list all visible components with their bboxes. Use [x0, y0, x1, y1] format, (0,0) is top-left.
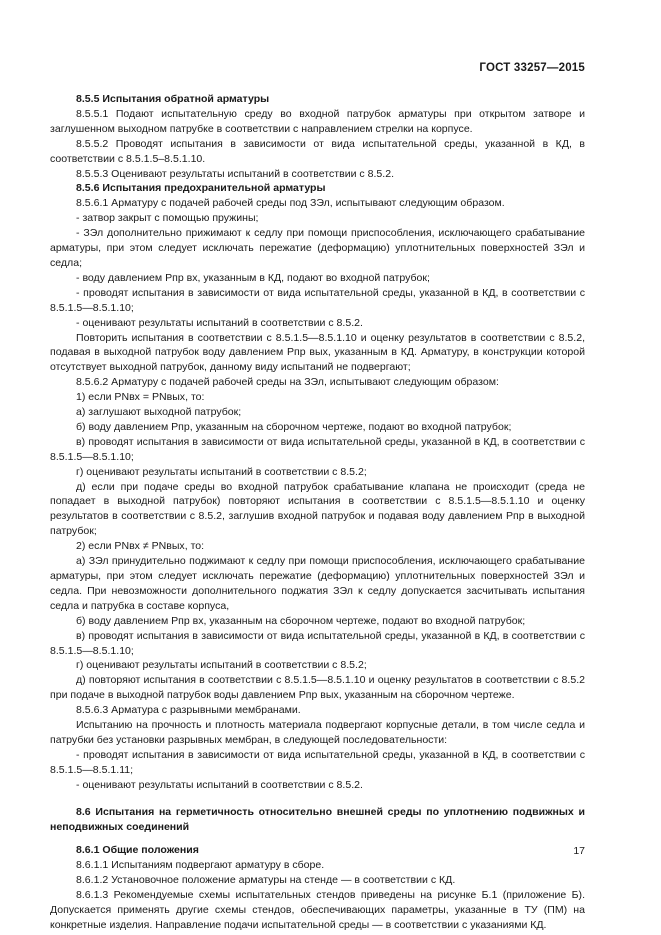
section-heading: 8.5.6 Испытания предохранительной арматуры [76, 182, 326, 195]
paragraph: 8.5.6.1 Арматуру с подачей рабочей среды под ЗЭл, испытывают следующим образом. [76, 197, 505, 210]
list-item: - затвор закрыт с помощью пружины; [76, 212, 259, 225]
paragraph: 8.6.1.2 Установочное положение арматуры на стенде — в соответствии с КД. [76, 874, 456, 887]
list-item: д) если при подаче среды во входной патрубок срабатывание клапана не происходит (среда не попадает в выходной патрубок) повторяют испытания в соответствии с 8.5.1.5—8.5.1.10 и оценку результатов в соответствии с 8.5.2, заглушив входной патрубок и подавая воду давлением Pпр в выходной патрубок; [50, 480, 585, 538]
list-item: г) оценивают результаты испытаний в соответствии с 8.5.2; [76, 659, 367, 672]
paragraph: 8.5.5.1 Подают испытательную среду во входной патрубок арматуры при открытом затворе и заглушенном выходном патрубке в соответствии с направлением стрелки на корпусе. [50, 107, 585, 135]
list-item: - воду давлением Pпр вх, указанным в КД, подают во входной патрубок; [76, 271, 430, 284]
paragraph: 8.6.1.1 Испытаниям подвергают арматуру в сборе. [76, 859, 325, 872]
list-item: - оценивают результаты испытаний в соответствии с 8.5.2. [76, 778, 363, 791]
paragraph: Испытанию на прочность и плотность материала подвергают корпусные детали, в том числе седла и патрубки без установки разрывных мембран, в следующей последовательности: [50, 719, 585, 746]
paragraph: Повторить испытания в соответствии с 8.5.1.5—8.5.1.10 и оценку результатов в соответствии с 8.5.2, подавая в выходной патрубок воду давлением Pпр вых, указанным в КД. Арматуру, в конструкции которой отсутствует выходной патрубок, данному виду испытаний не подвергают; [50, 331, 585, 374]
list-item: 1) если PNвх = PNвых, то: [76, 391, 205, 404]
list-item: в) проводят испытания в зависимости от вида испытательной среды, указанной в КД, в соответствии с 8.5.1.5—8.5.1.10; [50, 629, 585, 657]
section-heading: 8.5.5 Испытания обратной арматуры [76, 93, 270, 105]
page-number: 17 [573, 845, 585, 857]
spacer [50, 793, 585, 805]
paragraph: 8.5.5.3 Оценивают результаты испытаний в соответствии с 8.5.2. [76, 167, 395, 180]
list-item: - проводят испытания в зависимости от вида испытательной среды, указанной в КД, в соответствии с 8.5.1.5—8.5.1.10; [50, 286, 585, 314]
list-item: а) ЗЭл принудительно поджимают к седлу при помощи приспособления, исключающего срабатывание арматуры, при этом следует исключать пережатие (деформацию) уплотнительных поверхностей ЗЭл и седла. При невозможности дополнительного поджатия ЗЭл к седлу допускается засчитывать испытания седла и патрубка в составе корпуса, [50, 555, 585, 612]
page-content [50, 92, 585, 933]
paragraph: 8.5.6.3 Арматура с разрывными мембранами. [76, 704, 301, 717]
list-item: г) оценивают результаты испытаний в соответствии с 8.5.2; [76, 465, 367, 478]
section-heading: 8.6 Испытания на герметичность относительно внешней среды по уплотнению подвижных и неподвижных соединений [50, 805, 585, 833]
paragraph: 8.6.1.3 Рекомендуемые схемы испытательных стендов приведены на рисунке Б.1 (приложение Б). Допускается применять другие схемы стендов, обеспечивающих параметры, указанные в ТУ (ПМ) на конкретные изделия. Направление подачи испытательной среды — в соответствии с указаниями КД. [50, 889, 585, 931]
list-item: д) повторяют испытания в соответствии с 8.5.1.5—8.5.1.10 и оценку результатов в соответствии с 8.5.2 при подаче в выходной патрубок воды давлением Pпр вых, указанным на сборочном чертеже. [50, 674, 585, 702]
list-item: 2) если PNвх ≠ PNвых, то: [76, 540, 205, 553]
list-item: б) воду давлением Pпр вх, указанным на сборочном чертеже, подают во входной патрубок; [76, 614, 526, 627]
spacer [50, 834, 585, 843]
list-item: б) воду давлением Pпр, указанным на сборочном чертеже, подают во входной патрубок; [76, 420, 512, 433]
list-item: - оценивают результаты испытаний в соответствии с 8.5.2. [76, 316, 363, 329]
paragraph: 8.5.6.2 Арматуру с подачей рабочей среды на ЗЭл, испытывают следующим образом: [76, 376, 499, 389]
paragraph: 8.5.5.2 Проводят испытания в зависимости от вида испытательной среды, указанной в КД, в соответствии с 8.5.1.5–8.5.1.10. [50, 137, 585, 165]
list-item: - проводят испытания в зависимости от вида испытательной среды, указанной в КД, в соответствии с 8.5.1.5—8.5.1.11; [50, 748, 585, 776]
list-item: - ЗЭл дополнительно прижимают к седлу при помощи приспособления, исключающего срабатывание арматуры, при этом следует исключать пережатие (деформацию) уплотнительных поверхностей ЗЭл и седла; [50, 227, 585, 269]
list-item: а) заглушают выходной патрубок; [76, 406, 242, 419]
list-item: в) проводят испытания в зависимости от вида испытательной среды, указанной в КД, в соответствии с 8.5.1.5—8.5.1.10; [50, 435, 585, 463]
section-heading: 8.6.1 Общие положения [76, 844, 199, 857]
standard-header: ГОСТ 33257—2015 [479, 62, 585, 74]
